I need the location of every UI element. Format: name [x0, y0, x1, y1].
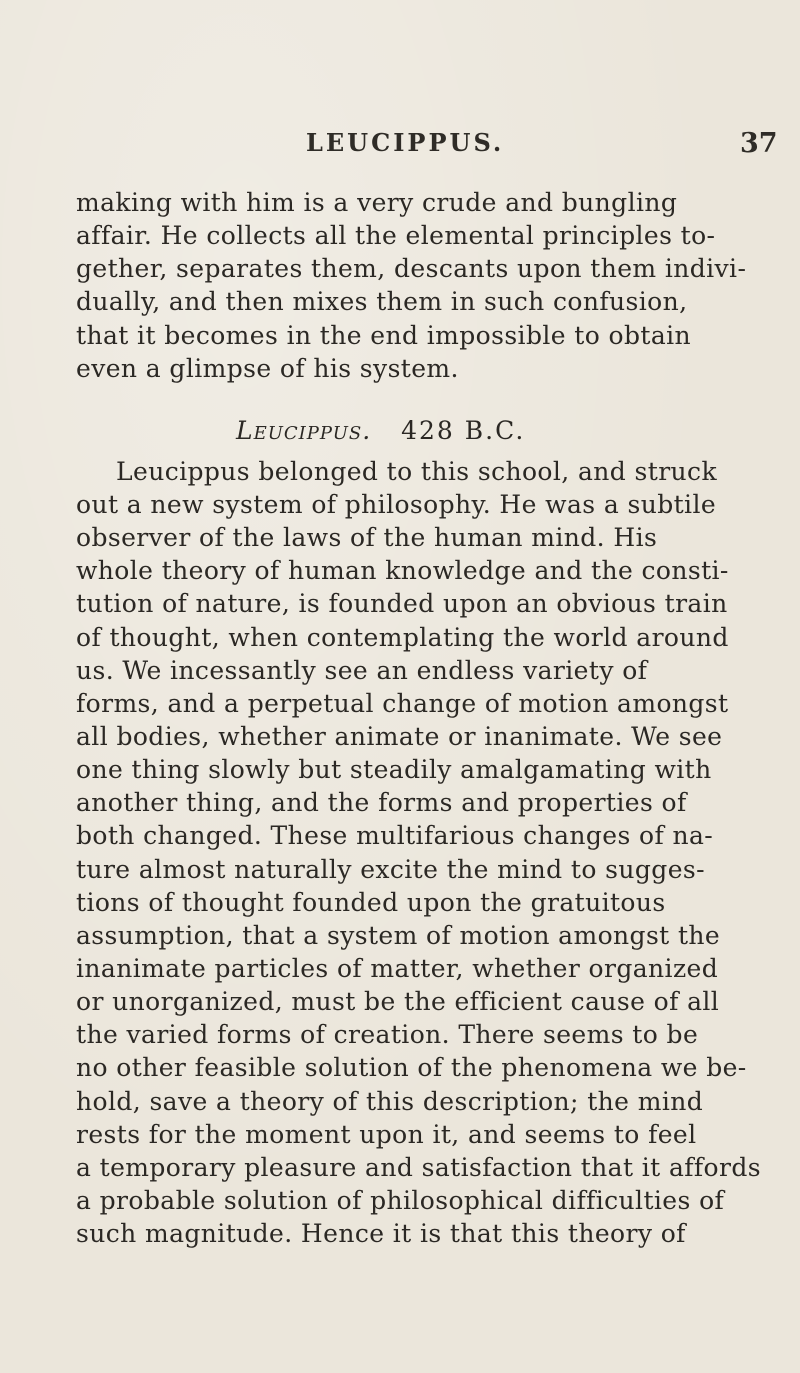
text-line: the varied forms of creation. There seems to be — [76, 1020, 699, 1050]
text-line: forms, and a perpetual change of motion amongst — [76, 688, 729, 718]
text-line: tions of thought founded upon the gratuitous — [76, 887, 666, 917]
text-line: or unorganized, must be the efficient cause of all — [76, 987, 720, 1017]
text-line: dually, and then mixes them in such confusion, — [76, 287, 688, 317]
text-line: even a glimpse of his system. — [76, 353, 459, 383]
text-line: another thing, and the forms and properties of — [76, 788, 687, 818]
running-head — [0, 128, 800, 158]
text-line: observer of the laws of the human mind. His — [76, 523, 658, 553]
text-line: whole theory of human knowledge and the consti- — [76, 556, 729, 586]
running-title: LEUCIPPUS. — [306, 128, 505, 157]
text-line: such magnitude. Hence it is that this theory of — [76, 1219, 686, 1249]
text-line: of thought, when contemplating the world around — [76, 622, 729, 652]
section-heading — [236, 413, 796, 449]
text-line: assumption, that a system of motion amongst the — [76, 920, 721, 950]
text-line: inanimate particles of matter, whether organized — [76, 953, 719, 983]
section-heading-date: 428 B.C. — [401, 415, 526, 445]
text-line: one thing slowly but steadily amalgamating with — [76, 755, 712, 785]
text-line: a temporary pleasure and satisfaction that it affords — [76, 1152, 761, 1182]
text-line: rests for the moment upon it, and seems to feel — [76, 1119, 697, 1149]
paragraph-2 — [76, 455, 796, 1250]
text-line: gether, separates them, descants upon them indivi- — [76, 254, 747, 284]
text-line: us. We incessantly see an endless variety of — [76, 655, 648, 685]
text-line: both changed. These multifarious changes of na- — [76, 821, 714, 851]
text-line: hold, save a theory of this description; the mind — [76, 1086, 704, 1116]
text-line: tution of nature, is founded upon an obvious train — [76, 589, 728, 619]
text-line: ture almost naturally excite the mind to sugges- — [76, 854, 705, 884]
body-text — [76, 186, 796, 1250]
text-line: out a new system of philosophy. He was a subtile — [76, 489, 717, 519]
text-line: all bodies, whether animate or inanimate. We see — [76, 721, 723, 751]
text-line: a probable solution of philosophical difficulties of — [76, 1185, 725, 1215]
page-number: 37 — [740, 128, 778, 159]
text-line: that it becomes in the end impossible to obtain — [76, 320, 692, 350]
text-line: affair. He collects all the elemental principles to- — [76, 221, 716, 251]
text-line: making with him is a very crude and bungling — [76, 188, 678, 217]
text-line: no other feasible solution of the phenomena we be- — [76, 1053, 747, 1083]
section-heading-name: Leucippus. — [236, 415, 372, 445]
paragraph-1 — [76, 186, 796, 385]
text-line: Leucippus belonged to this school, and struck — [116, 456, 717, 486]
